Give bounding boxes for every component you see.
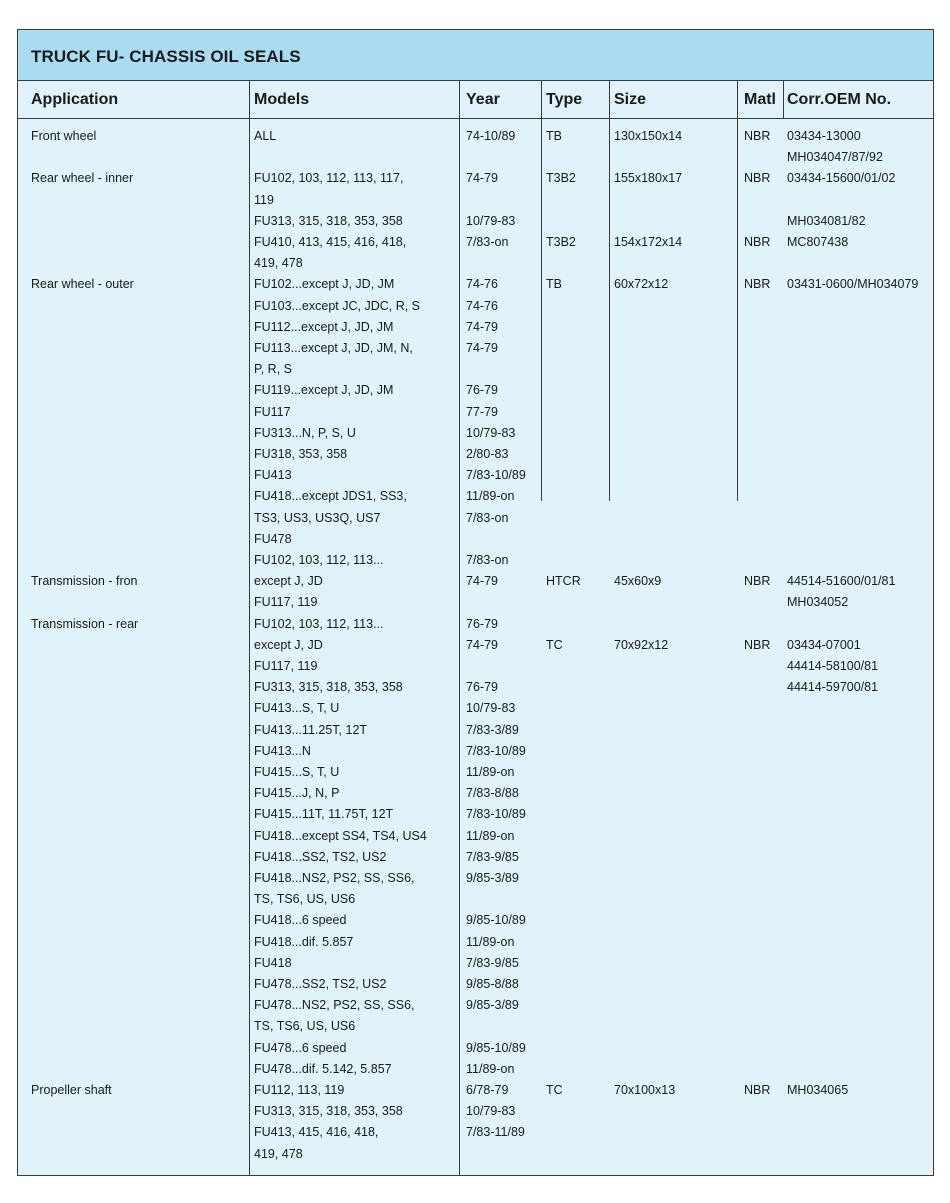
- size-cell: 70x92x12: [614, 637, 669, 652]
- table-row: [18, 783, 933, 804]
- models-cell: FU112, 113, 119: [254, 1083, 345, 1097]
- table-row: [18, 847, 933, 868]
- table-row: [18, 126, 933, 147]
- year-cell: 74-76: [466, 298, 498, 313]
- oem-cell: MH034052: [787, 595, 849, 610]
- year-cell: 74-79: [466, 171, 498, 186]
- models-cell: FU418...6 speed: [254, 913, 347, 928]
- table-row: [18, 486, 933, 507]
- year-cell: 74-79: [466, 574, 498, 589]
- header-matl: Matl: [744, 91, 776, 108]
- models-cell: FU102, 103, 112, 113...: [254, 553, 384, 567]
- table-row: [18, 656, 933, 677]
- models-cell: 419, 478: [254, 256, 303, 271]
- year-cell: 7/83-on: [466, 510, 509, 525]
- models-cell: FU418...except SS4, TS4, US4: [254, 828, 427, 843]
- models-cell: FU413...N: [254, 743, 311, 758]
- oem-cell: 03434-07001: [787, 637, 861, 652]
- table-row: [18, 1038, 933, 1059]
- models-cell: FU413, 415, 416, 418,: [254, 1125, 379, 1140]
- models-cell: FU117: [254, 404, 291, 419]
- models-cell: FU413...11.25T, 12T: [254, 722, 368, 737]
- models-cell: 419, 478: [254, 1146, 303, 1161]
- oem-cell: 44414-58100/81: [787, 659, 879, 673]
- table-row: [18, 910, 933, 931]
- matl-cell: NBR: [744, 574, 771, 589]
- oem-cell: 03434-13000: [787, 129, 861, 143]
- table-row: [18, 529, 933, 550]
- table-row: [18, 1059, 933, 1080]
- type-cell: TB: [546, 277, 562, 292]
- table-row: [18, 974, 933, 995]
- table-row: [18, 1122, 933, 1143]
- seal-table: [17, 29, 934, 1176]
- year-cell: 7/83-10/89: [466, 743, 526, 758]
- application-cell: Rear wheel - outer: [31, 277, 134, 292]
- matl-cell: NBR: [744, 129, 771, 143]
- year-cell: 11/89-on: [466, 1061, 515, 1076]
- models-cell: FU117, 119: [254, 595, 318, 610]
- matl-cell: NBR: [744, 171, 771, 186]
- header-size: Size: [614, 91, 647, 108]
- table-row: [18, 274, 933, 295]
- header-type: Type: [546, 91, 583, 108]
- table-row: [18, 380, 933, 401]
- year-cell: 74-10/89: [466, 129, 516, 143]
- table-row: [18, 296, 933, 317]
- models-cell: ALL: [254, 129, 277, 143]
- oem-cell: 03434-15600/01/02: [787, 171, 896, 186]
- models-cell: FU418...except JDS1, SS3,: [254, 489, 407, 504]
- title-bar: [18, 30, 933, 81]
- table-row: [18, 402, 933, 423]
- year-cell: 11/89-on: [466, 828, 515, 843]
- table-row: [18, 1016, 933, 1037]
- type-cell: HTCR: [546, 574, 581, 589]
- models-cell: FU102, 103, 112, 113, 117,: [254, 171, 404, 186]
- models-cell: P, R, S: [254, 362, 292, 377]
- table-row: [18, 720, 933, 741]
- models-cell: FU415...J, N, P: [254, 786, 340, 801]
- models-cell: FU313, 315, 318, 353, 358: [254, 1104, 403, 1119]
- models-cell: FU418...dif. 5.857: [254, 934, 354, 949]
- oem-cell: 44414-59700/81: [787, 680, 879, 695]
- year-cell: 10/79-83: [466, 213, 516, 228]
- table-row: [18, 232, 933, 253]
- table-row: [18, 423, 933, 444]
- table-row: [18, 168, 933, 189]
- year-cell: 7/83-on: [466, 553, 509, 567]
- year-cell: 7/83-on: [466, 235, 509, 249]
- matl-cell: NBR: [744, 1083, 771, 1097]
- year-cell: 11/89-on: [466, 765, 515, 779]
- models-cell: FU313...N, P, S, U: [254, 425, 356, 440]
- models-cell: FU117, 119: [254, 659, 318, 673]
- models-cell: TS, TS6, US, US6: [254, 1019, 356, 1034]
- models-cell: FU415...S, T, U: [254, 765, 340, 779]
- matl-cell: NBR: [744, 277, 771, 292]
- table-row: [18, 147, 933, 168]
- models-cell: FU313, 315, 318, 353, 358: [254, 680, 403, 695]
- application-cell: Front wheel: [31, 129, 97, 143]
- oem-cell: MH034065: [787, 1083, 849, 1097]
- application-cell: Propeller shaft: [31, 1083, 112, 1097]
- models-cell: FU413: [254, 468, 292, 483]
- table-row: [18, 190, 933, 211]
- year-cell: 7/83-10/89: [466, 807, 526, 822]
- size-cell: 60x72x12: [614, 277, 669, 292]
- size-cell: 155x180x17: [614, 171, 683, 186]
- models-cell: FU418...SS2, TS2, US2: [254, 849, 387, 864]
- matl-cell: NBR: [744, 235, 771, 249]
- models-cell: FU112...except J, JD, JM: [254, 319, 394, 334]
- header-oem: Corr.OEM No.: [787, 91, 892, 108]
- models-cell: FU478...dif. 5.142, 5.857: [254, 1061, 392, 1076]
- table-row: [18, 677, 933, 698]
- year-cell: 7/83-3/89: [466, 722, 519, 737]
- year-cell: 9/85-3/89: [466, 998, 519, 1013]
- models-cell: FU113...except J, JD, JM, N,: [254, 341, 413, 355]
- oem-cell: 44514-51600/01/81: [787, 574, 896, 589]
- models-cell: FU102...except J, JD, JM: [254, 277, 395, 292]
- models-cell: FU415...11T, 11.75T, 12T: [254, 807, 394, 822]
- models-cell: FU478...6 speed: [254, 1040, 347, 1055]
- table-row: [18, 1080, 933, 1101]
- year-cell: 76-79: [466, 680, 498, 695]
- type-cell: T3B2: [546, 235, 576, 249]
- size-cell: 70x100x13: [614, 1083, 676, 1097]
- table-row: [18, 698, 933, 719]
- year-cell: 10/79-83: [466, 1104, 516, 1119]
- table-row: [18, 762, 933, 783]
- type-cell: T3B2: [546, 171, 576, 186]
- header-year: Year: [466, 91, 500, 108]
- table-row: [18, 317, 933, 338]
- oem-cell: MH034047/87/92: [787, 150, 883, 165]
- models-cell: FU478: [254, 531, 292, 546]
- year-cell: 7/83-8/88: [466, 786, 519, 801]
- models-cell: FU313, 315, 318, 353, 358: [254, 213, 403, 228]
- year-cell: 76-79: [466, 616, 498, 631]
- table-row: [18, 614, 933, 635]
- table-row: [18, 995, 933, 1016]
- table-row: [18, 508, 933, 529]
- year-cell: 10/79-83: [466, 701, 516, 716]
- year-cell: 9/85-3/89: [466, 871, 519, 885]
- year-cell: 9/85-8/88: [466, 977, 519, 991]
- matl-cell: NBR: [744, 637, 771, 652]
- table-row: [18, 635, 933, 656]
- type-cell: TC: [546, 1083, 563, 1097]
- header-application: Application: [31, 91, 119, 108]
- year-cell: 11/89-on: [466, 934, 515, 949]
- models-cell: FU418...NS2, PS2, SS, SS6,: [254, 871, 415, 885]
- application-cell: Transmission - fron: [31, 574, 138, 589]
- table-row: [18, 338, 933, 359]
- table-row: [18, 253, 933, 274]
- year-cell: 11/89-on: [466, 489, 515, 504]
- table-row: [18, 444, 933, 465]
- models-cell: TS, TS6, US, US6: [254, 892, 356, 907]
- year-cell: 77-79: [466, 404, 498, 419]
- header-models: Models: [254, 91, 310, 108]
- models-cell: FU418: [254, 955, 292, 970]
- table-row: [18, 826, 933, 847]
- table-row: [18, 550, 933, 571]
- table-row: [18, 932, 933, 953]
- table-row: [18, 889, 933, 910]
- models-cell: FU413...S, T, U: [254, 701, 340, 716]
- size-cell: 45x60x9: [614, 574, 662, 589]
- oem-cell: MH034081/82: [787, 213, 866, 228]
- year-cell: 74-79: [466, 319, 498, 334]
- table-row: [18, 953, 933, 974]
- models-cell: FU102, 103, 112, 113...: [254, 616, 384, 631]
- application-cell: Rear wheel - inner: [31, 171, 134, 186]
- oem-cell: MC807438: [787, 235, 849, 249]
- year-cell: 74-76: [466, 277, 498, 292]
- table-row: [18, 211, 933, 232]
- year-cell: 6/78-79: [466, 1083, 509, 1097]
- table-row: [18, 804, 933, 825]
- year-cell: 2/80-83: [466, 447, 509, 461]
- year-cell: 10/79-83: [466, 425, 516, 440]
- table-row: [18, 1101, 933, 1122]
- type-cell: TB: [546, 129, 562, 143]
- table-header: [18, 81, 933, 119]
- size-cell: 130x150x14: [614, 129, 683, 143]
- page-title: TRUCK FU- CHASSIS OIL SEALS: [31, 47, 301, 66]
- table-row: [18, 741, 933, 762]
- models-cell: FU478...NS2, PS2, SS, SS6,: [254, 998, 415, 1013]
- year-cell: 7/83-9/85: [466, 955, 519, 970]
- year-cell: 7/83-9/85: [466, 849, 519, 864]
- year-cell: 9/85-10/89: [466, 1040, 526, 1055]
- size-cell: 154x172x14: [614, 235, 683, 249]
- table-row: [18, 359, 933, 380]
- table-row: [18, 571, 933, 592]
- models-cell: FU119...except J, JD, JM: [254, 383, 394, 398]
- year-cell: 74-79: [466, 637, 498, 652]
- application-cell: Transmission - rear: [31, 616, 139, 631]
- models-cell: FU318, 353, 358: [254, 447, 348, 461]
- models-cell: except J, JD: [254, 637, 323, 652]
- models-cell: FU103...except JC, JDC, R, S: [254, 298, 421, 313]
- models-cell: FU410, 413, 415, 416, 418,: [254, 235, 407, 249]
- table-row: [18, 592, 933, 613]
- table-row: [18, 1144, 933, 1165]
- divider-oem: [783, 81, 784, 119]
- year-cell: 9/85-10/89: [466, 913, 526, 928]
- models-cell: 119: [254, 192, 274, 207]
- year-cell: 74-79: [466, 341, 498, 355]
- table-row: [18, 465, 933, 486]
- models-cell: except J, JD: [254, 574, 323, 589]
- year-cell: 7/83-10/89: [466, 468, 526, 483]
- models-cell: FU478...SS2, TS2, US2: [254, 977, 387, 991]
- table-row: [18, 868, 933, 889]
- type-cell: TC: [546, 637, 563, 652]
- year-cell: 76-79: [466, 383, 498, 398]
- oem-cell: 03431-0600/MH034079: [787, 277, 919, 292]
- year-cell: 7/83-11/89: [466, 1125, 525, 1140]
- models-cell: TS3, US3, US3Q, US7: [254, 510, 381, 525]
